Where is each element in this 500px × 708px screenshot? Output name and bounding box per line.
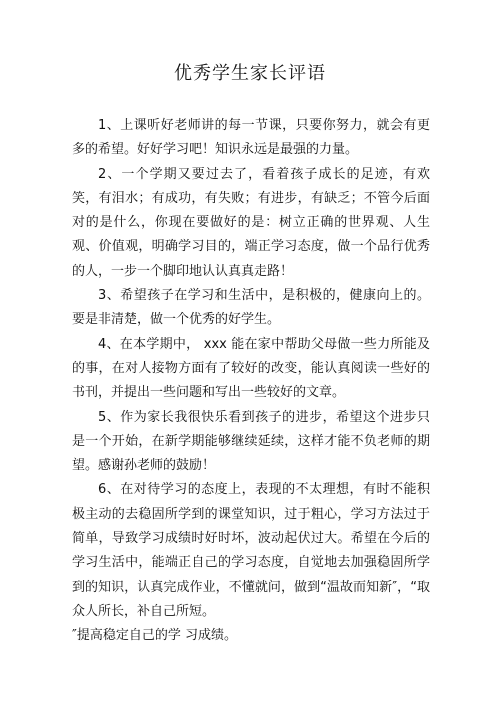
paragraph-2: 2、一个学期又要过去了，看着孩子成长的足迹，有欢笑，有泪水；有成功，有失败；有进步，有缺乏；不管今后面对的是什么，你现在要做好的是：树立正确的世界观、人生观、价值观，明确学习目的，端正学习态度，做一个品行优秀的人，一步一个脚印地认认真真走路！ xyxy=(72,166,430,279)
trailing-line: ″提高稳定自己的学 习成绩。 xyxy=(72,628,237,644)
paragraph-5: 5、作为家长我很快乐看到孩子的进步，希望这个进步只是一个开始，在新学期能够继续延续，这样才能不负老师的期望。感谢孙老师的鼓励！ xyxy=(72,409,430,474)
paragraph-1: 1、上课听好老师讲的每一节课，只要你努力，就会有更多的希望。好好学习吧！知识永远是最强的力量。 xyxy=(72,118,430,158)
document-body xyxy=(72,114,430,649)
document-title: 优秀学生家长评语 xyxy=(174,63,326,84)
paragraph-6: 6、在对待学习的态度上，表现的不太理想，有时不能积极主动的去稳固所学到的课堂知识，过于粗心，学习方法过于简单，导致学习成绩时好时坏，波动起伏过大。希望在今后的学习生活中，能端正自己的学习态度，自觉地去加强稳固所学到的知识，认真完成作业，不懂就问，做到“温故而知新″，“取众人所长，补自己所短。 xyxy=(72,482,430,619)
paragraph-4: 4、在本学期中， xxx 能在家中帮助父母做一些力所能及的事，在对人接物方面有了较好的改变，能认真阅读一些好的书刊，并提出一些问题和写出一些较好的文章。 xyxy=(72,336,430,401)
paragraph-3: 3、希望孩子在学习和生活中，是积极的，健康向上的。要是非清楚，做一个优秀的好学生。 xyxy=(72,288,430,328)
